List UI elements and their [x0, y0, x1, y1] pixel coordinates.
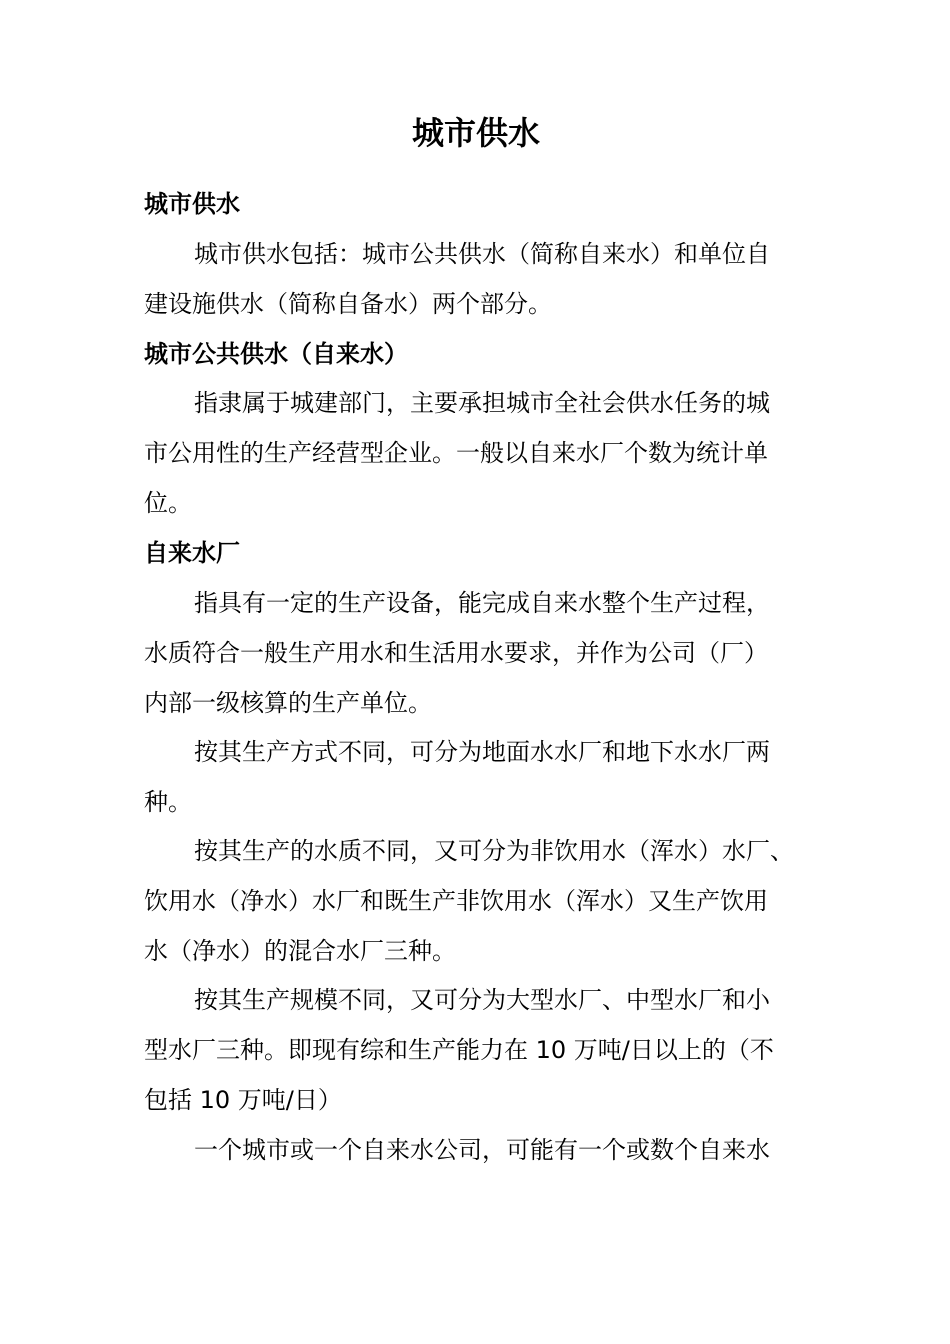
paragraph-line: 按其生产方式不同，可分为地面水水厂和地下水水厂两	[194, 738, 770, 766]
paragraph-line: 按其生产规模不同，又可分为大型水厂、中型水厂和小	[194, 986, 770, 1014]
paragraph-water-plant-definition	[144, 578, 808, 728]
paragraph-line: 按其生产的水质不同，又可分为非饮用水（浑水）水厂、	[194, 837, 794, 865]
paragraph-line: 型水厂三种。即现有综和生产能力在 10 万吨/日以上的（不	[144, 1036, 774, 1064]
paragraph-line: 指隶属于城建部门，主要承担城市全社会供水任务的城	[194, 389, 770, 417]
paragraph-production-method	[144, 727, 808, 827]
paragraph-water-quality	[144, 826, 808, 976]
paragraph-production-scale	[144, 975, 808, 1125]
paragraph-line: 位。	[144, 489, 192, 517]
section-heading-water-plant: 自来水厂	[144, 539, 240, 567]
paragraph-line: 水（净水）的混合水厂三种。	[144, 937, 456, 965]
paragraph-line: 包括 10 万吨/日）	[144, 1086, 342, 1114]
paragraph-line: 一个城市或一个自来水公司，可能有一个或数个自来水	[194, 1136, 770, 1164]
section-heading-public-water-supply: 城市公共供水（自来水）	[144, 340, 408, 368]
paragraph-line: 市公用性的生产经营型企业。一般以自来水厂个数为统计单	[144, 439, 768, 467]
paragraph-line: 建设施供水（简称自备水）两个部分。	[144, 290, 552, 318]
document-title: 城市供水	[411, 114, 540, 152]
paragraph-public-supply	[144, 378, 808, 528]
paragraph-line: 种。	[144, 788, 192, 816]
paragraph-line: 指具有一定的生产设备，能完成自来水整个生产过程，	[194, 589, 770, 617]
paragraph-line: 城市供水包括：城市公共供水（简称自来水）和单位自	[194, 240, 770, 268]
paragraph-definition	[144, 229, 808, 329]
section-heading-city-water-supply: 城市供水	[144, 190, 240, 218]
paragraph-city-water-company	[144, 1125, 808, 1175]
paragraph-line: 内部一级核算的生产单位。	[144, 689, 432, 717]
paragraph-line: 饮用水（净水）水厂和既生产非饮用水（浑水）又生产饮用	[144, 887, 768, 915]
paragraph-line: 水质符合一般生产用水和生活用水要求，并作为公司（厂）	[144, 639, 768, 667]
